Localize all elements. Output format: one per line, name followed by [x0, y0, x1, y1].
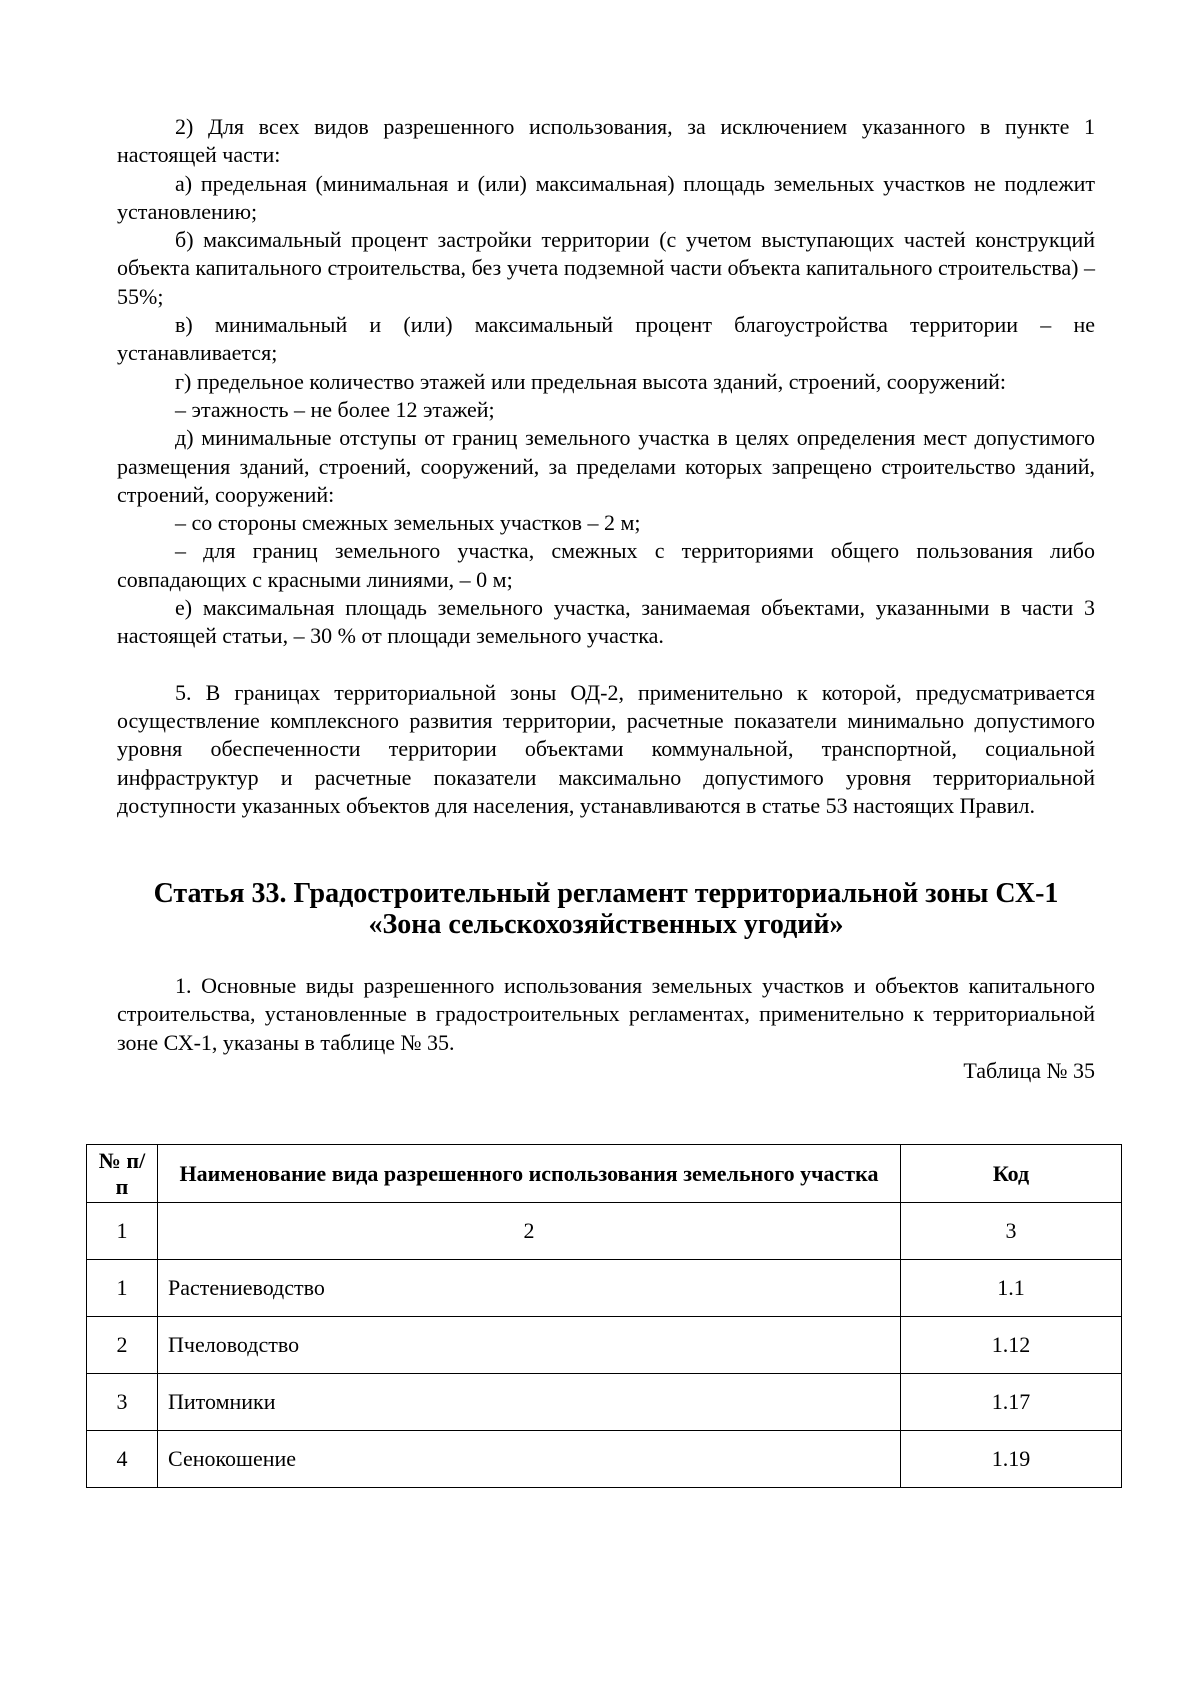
article-heading-line2: «Зона сельскохозяйственных угодий» [368, 909, 844, 941]
paragraph: 2) Для всех видов разрешенного использования, за исключением указанного в пункте 1 настоящей части: [117, 114, 1095, 168]
table-cell: 1.17 [901, 1374, 1122, 1431]
table-cell: 1.12 [901, 1317, 1122, 1374]
table-row [87, 1431, 1122, 1488]
table-cell: Питомники [158, 1374, 901, 1431]
article-heading-line1: Статья 33. Градостроительный регламент территориальной зоны СХ-1 [153, 878, 1059, 910]
paragraph: г) предельное количество этажей или предельная высота зданий, строений, сооружений: [175, 368, 1006, 394]
table-cell: 2 [158, 1203, 901, 1260]
paragraph: д) минимальные отступы от границ земельного участка в целях определения мест допустимого размещения зданий, строений, сооружений, за пределами которых запрещено строительство зданий, строений, сооружений: [117, 425, 1095, 507]
table-row [87, 1260, 1122, 1317]
table-cell: Растениеводство [158, 1260, 901, 1317]
article-intro: 1. Основные виды разрешенного использования земельных участков и объектов капитального строительства, установленные в градостроительных регламентах, применительно к территориальной зоне СХ-1, указаны в таблице № 35. [117, 973, 1095, 1055]
table-cell: 4 [87, 1431, 158, 1488]
table-cell: 1 [87, 1260, 158, 1317]
table-cell: 1.1 [901, 1260, 1122, 1317]
paragraph: а) предельная (минимальная и (или) максимальная) площадь земельных участков не подлежит установлению; [117, 170, 1095, 224]
table-cell: 3 [901, 1203, 1122, 1260]
table-cell: 1 [87, 1203, 158, 1260]
table-cell: 2 [87, 1317, 158, 1374]
paragraph: в) минимальный и (или) максимальный процент благоустройства территории – не устанавливается; [117, 312, 1095, 366]
paragraph: е) максимальная площадь земельного участка, занимаемая объектами, указанными в части 3 настоящей статьи, – 30 % от площади земельного участка. [117, 595, 1095, 649]
item-5-paragraph: 5. В границах территориальной зоны ОД-2, применительно к которой, предусматривается осуществление комплексного развития территории, расчетные показатели минимально допустимого уровня обеспеченности территории объектами коммунальной, транспортной, социальной инфраструктур и расчетные показатели максимально допустимого уровня территориальной доступности указанных объектов для населения, устанавливаются в статье 53 настоящих Правил. [117, 679, 1095, 818]
table-row [87, 1317, 1122, 1374]
document-page [117, 113, 1095, 1085]
paragraph: б) максимальный процент застройки территории (с учетом выступающих частей конструкций объекта капитального строительства, без учета подземной части объекта капитального строительства) – 55%; [117, 227, 1095, 309]
table-caption: Таблица № 35 [963, 1058, 1095, 1084]
table-cell: 1.19 [901, 1431, 1122, 1488]
table-numbering-row [87, 1203, 1122, 1260]
table-row [87, 1374, 1122, 1431]
paragraph: – со стороны смежных земельных участков – 2 м; [175, 510, 641, 536]
regulation-table [86, 1144, 1122, 1488]
paragraph: – этажность – не более 12 этажей; [175, 396, 495, 422]
header-code: Код [901, 1145, 1122, 1203]
header-name: Наименование вида разрешенного использования земельного участка [158, 1145, 901, 1203]
table-cell: Пчеловодство [158, 1317, 901, 1374]
header-number: № п/п [87, 1145, 158, 1203]
table-cell: 3 [87, 1374, 158, 1431]
paragraph: – для границ земельного участка, смежных с территориями общего пользования либо совпадающих с красными линиями, – 0 м; [117, 538, 1095, 592]
table-cell: Сенокошение [158, 1431, 901, 1488]
table-header-row [87, 1145, 1122, 1203]
